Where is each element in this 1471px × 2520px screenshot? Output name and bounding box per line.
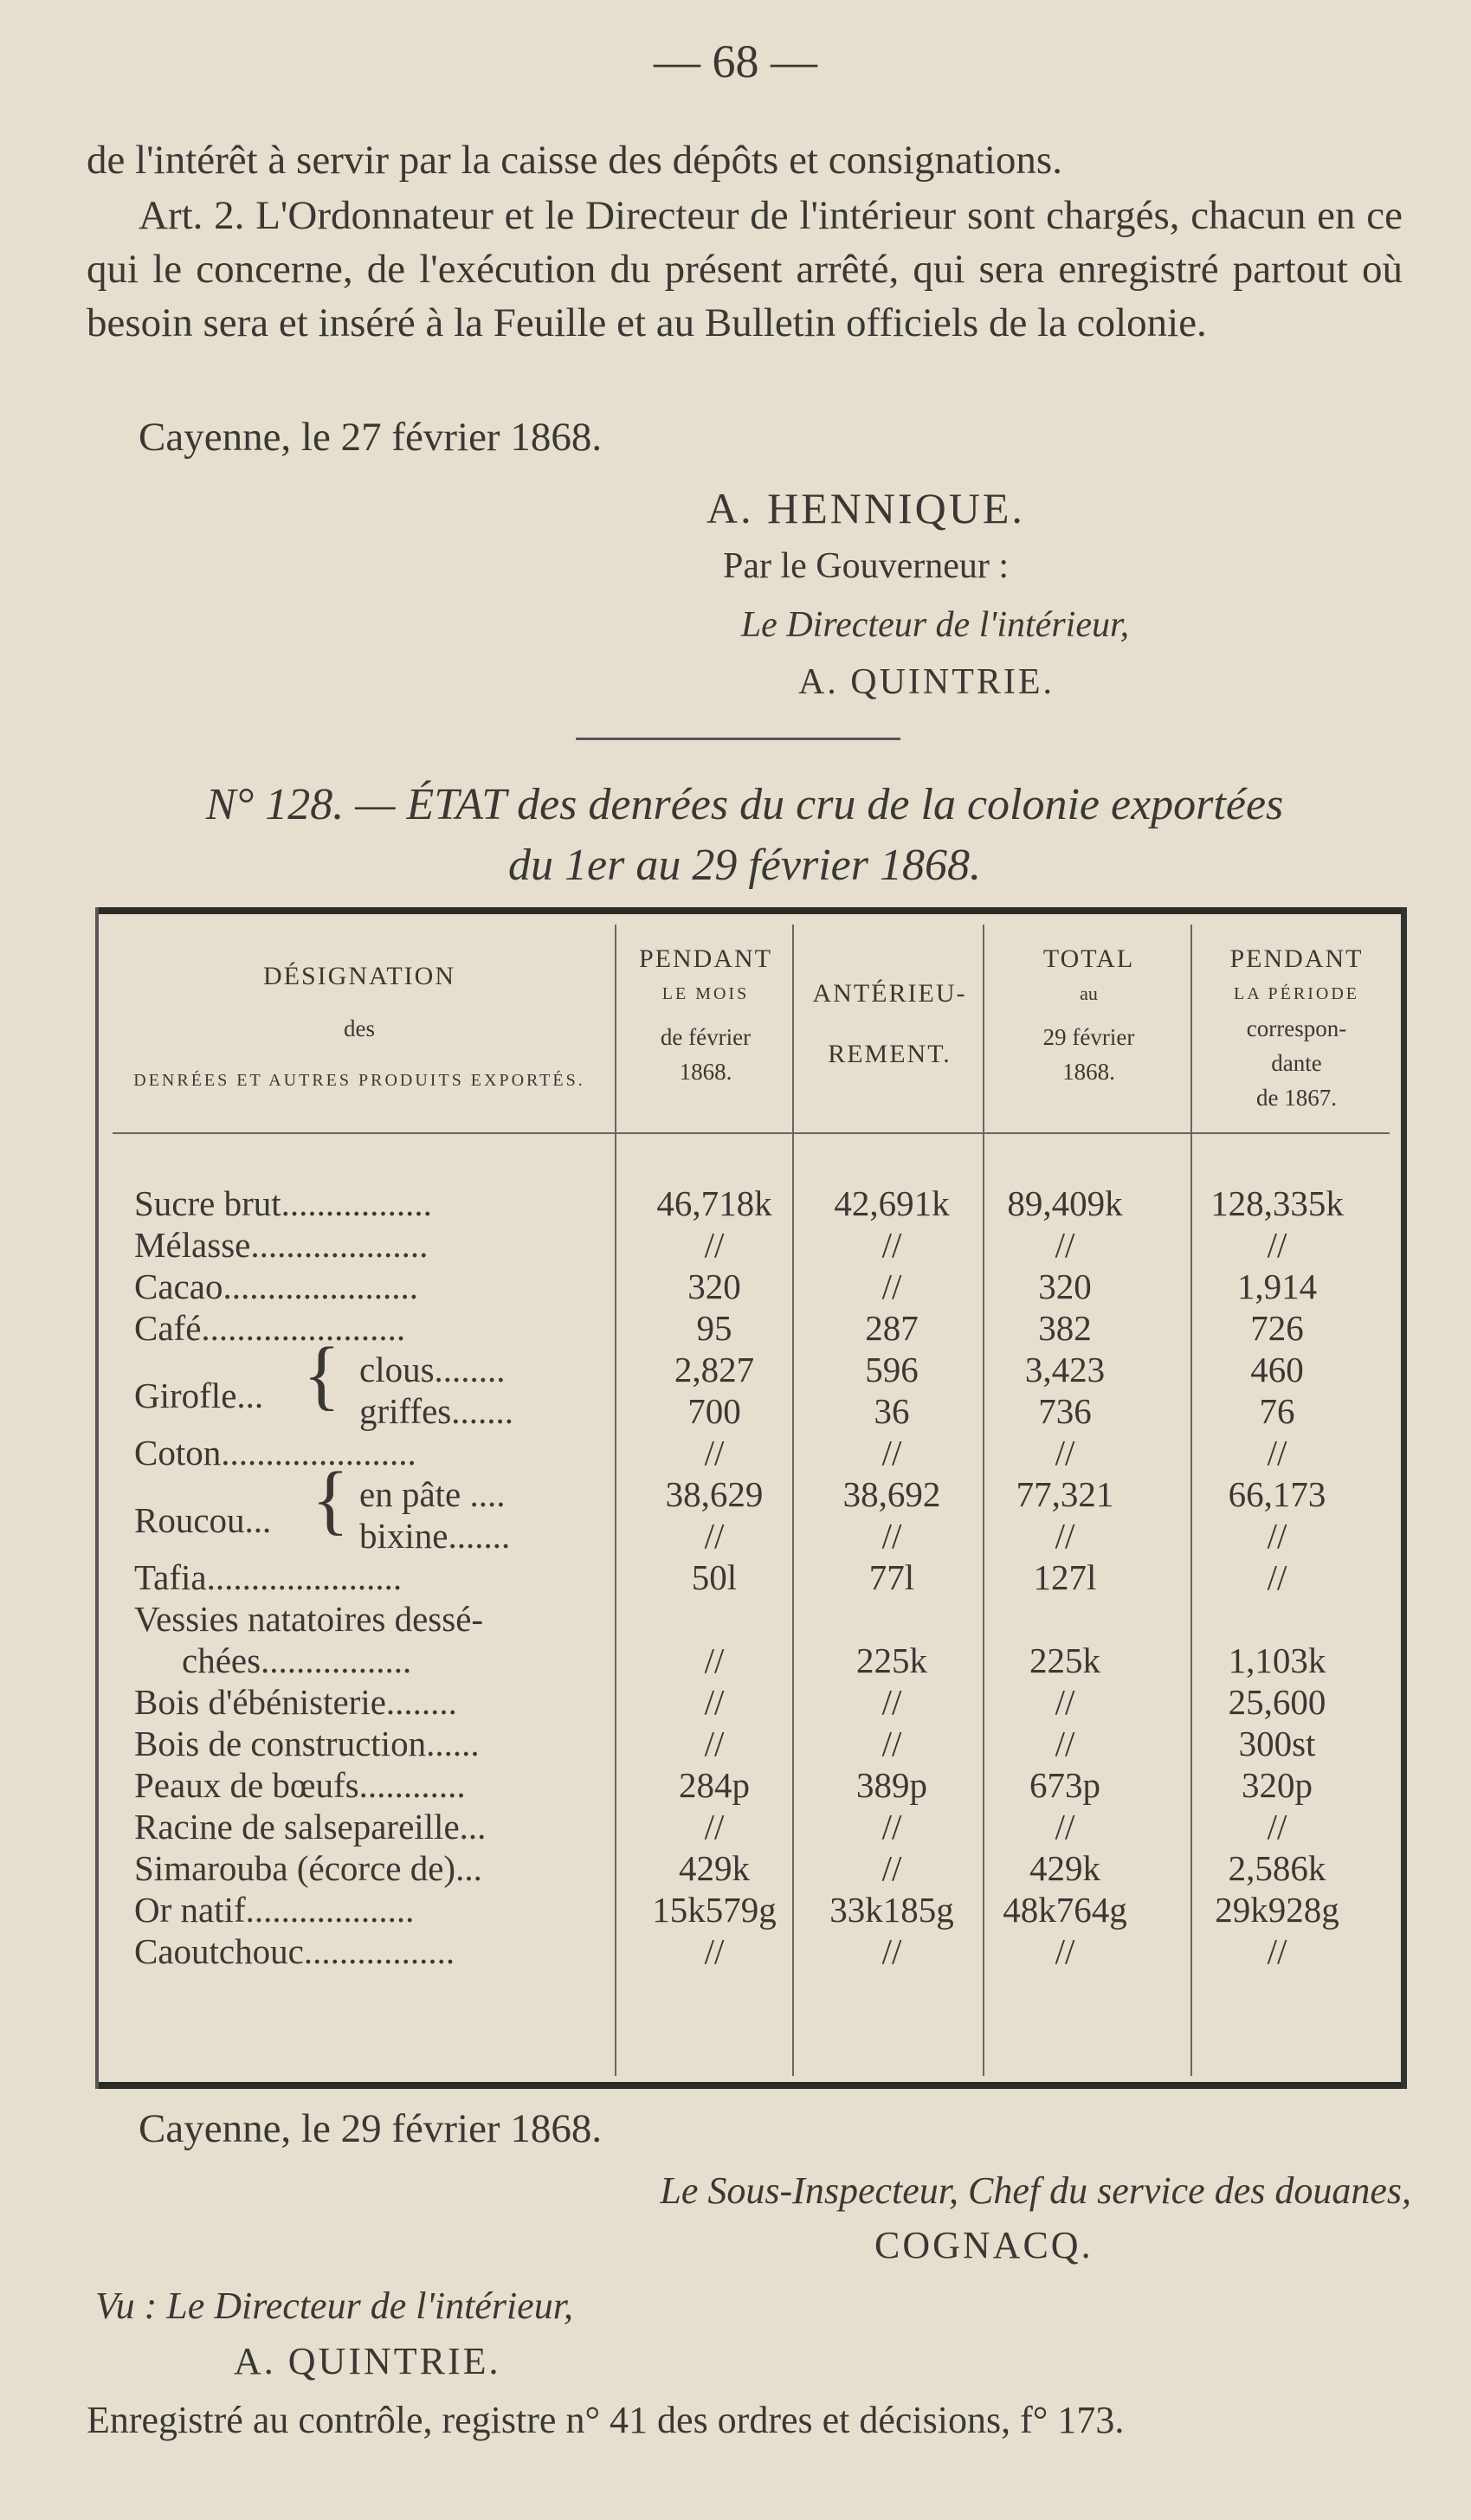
director-name: A. QUINTRIE.: [797, 662, 1055, 702]
footer-name: COGNACQ.: [874, 2224, 1094, 2266]
table-row-caoutchouc: Caoutchouc................. // // // //: [134, 1931, 1287, 1971]
header-rule: [113, 1132, 1390, 1134]
table-row-melasse: Mélasse.................... // // // //: [134, 1225, 1287, 1265]
girofle-brace: {: [303, 1332, 341, 1418]
roucou-label: Roucou...: [134, 1500, 272, 1540]
table-row-tafia: Tafia...................... 50l 77l 127l //: [134, 1557, 1287, 1597]
header-total: TOTAL au 29 février 1868.: [1042, 944, 1135, 1085]
table-title: N° 128. — ÉTAT des denrées du cru de la colonie exportées: [205, 780, 1284, 829]
signatory: A. HENNIQUE.: [706, 484, 1025, 532]
table-row-cafe: Café....................... 95 287 382 726: [134, 1308, 1304, 1348]
registre-line: Enregistré au contrôle, registre n° 41 des ordres et décisions, f° 173.: [87, 2399, 1125, 2441]
vu-line: Vu : Le Directeur de l'intérieur,: [95, 2285, 573, 2327]
table-top-border: [95, 907, 1407, 914]
table-bottom-border: [95, 2082, 1407, 2089]
girofle-label: Girofle...: [134, 1376, 264, 1415]
footer-date: Cayenne, le 29 février 1868.: [139, 2106, 603, 2151]
table-row-vessies-label: Vessies natatoires dessé-: [134, 1599, 484, 1639]
table-row-simarouba: Simarouba (écorce de)... 429k // 429k 2,586k: [134, 1848, 1326, 1888]
intro-line: de l'intérêt à servir par la caisse des dépôts et consignations.: [87, 138, 1062, 183]
footer-role: Le Sous-Inspecteur, Chef du service des douanes,: [660, 2169, 1411, 2212]
exports-table: [95, 907, 1407, 2089]
table-row-or-natif: Or natif................... 15k579g 33k185g 48k764g 29k928g: [134, 1890, 1339, 1930]
table-row-vessies: chées................. // 225k 225k 1,103k: [182, 1640, 1326, 1680]
header-anterieurement: ANTÉRIEU- REMENT.: [812, 979, 967, 1068]
vu-name: A. QUINTRIE.: [234, 2340, 501, 2382]
director-role: Le Directeur de l'intérieur,: [740, 605, 1130, 645]
header-periode-1867: PENDANT LA PÉRIODE correspon- dante de 1867.: [1229, 944, 1364, 1111]
table-title-dates: du 1er au 29 février 1868.: [508, 841, 981, 890]
table-row-cacao: Cacao...................... 320 // 320 1,914: [134, 1266, 1318, 1306]
table-row-salsepareille: Racine de salsepareille... // // // //: [134, 1807, 1287, 1846]
table-row-girofle-griffes: griffes....... 700 36 736 76: [359, 1391, 1295, 1431]
decree-date: Cayenne, le 27 février 1868.: [139, 415, 603, 460]
table-row-bois-ebenisterie: Bois d'ébénisterie........ // // // 25,600: [134, 1682, 1326, 1722]
header-pendant-mois: PENDANT LE MOIS de février 1868.: [639, 944, 772, 1085]
table-row-roucou-bixine: bixine....... // // // //: [359, 1516, 1287, 1556]
table-row-girofle-clous: clous........ 2,827 596 3,423 460: [359, 1350, 1304, 1389]
table-row-coton: Coton...................... // // // //: [134, 1433, 1287, 1473]
roucou-brace: {: [312, 1457, 350, 1543]
page-number: — 68 —: [654, 35, 817, 87]
separator-rule: [576, 738, 900, 740]
table-row-sucre: Sucre brut................. 46,718k 42,691k 89,409k 128,335k: [134, 1183, 1344, 1223]
table-row-peaux: Peaux de bœufs............ 284p 389p 673p 320p: [134, 1765, 1313, 1805]
article-2-text: Art. 2. L'Ordonnateur et le Directeur de l'intérieur sont chargés, chacun en ce qui le concerne, de l'exécution du présent arrêté, qui sera enregistré partout où besoin sera et inséré à la Feuille et au Bulletin officiels de la colonie.: [87, 193, 1403, 345]
table-row-roucou-pate: en pâte .... 38,629 38,692 77,321 66,173: [359, 1474, 1326, 1514]
header-designation: DÉSIGNATION des DENRÉES ET AUTRES PRODUITS EXPORTÉS.: [133, 962, 585, 1090]
table-row-bois-construction: Bois de construction...... // // // 300st: [134, 1724, 1316, 1763]
par-gouverneur: Par le Gouverneur :: [722, 546, 1010, 586]
